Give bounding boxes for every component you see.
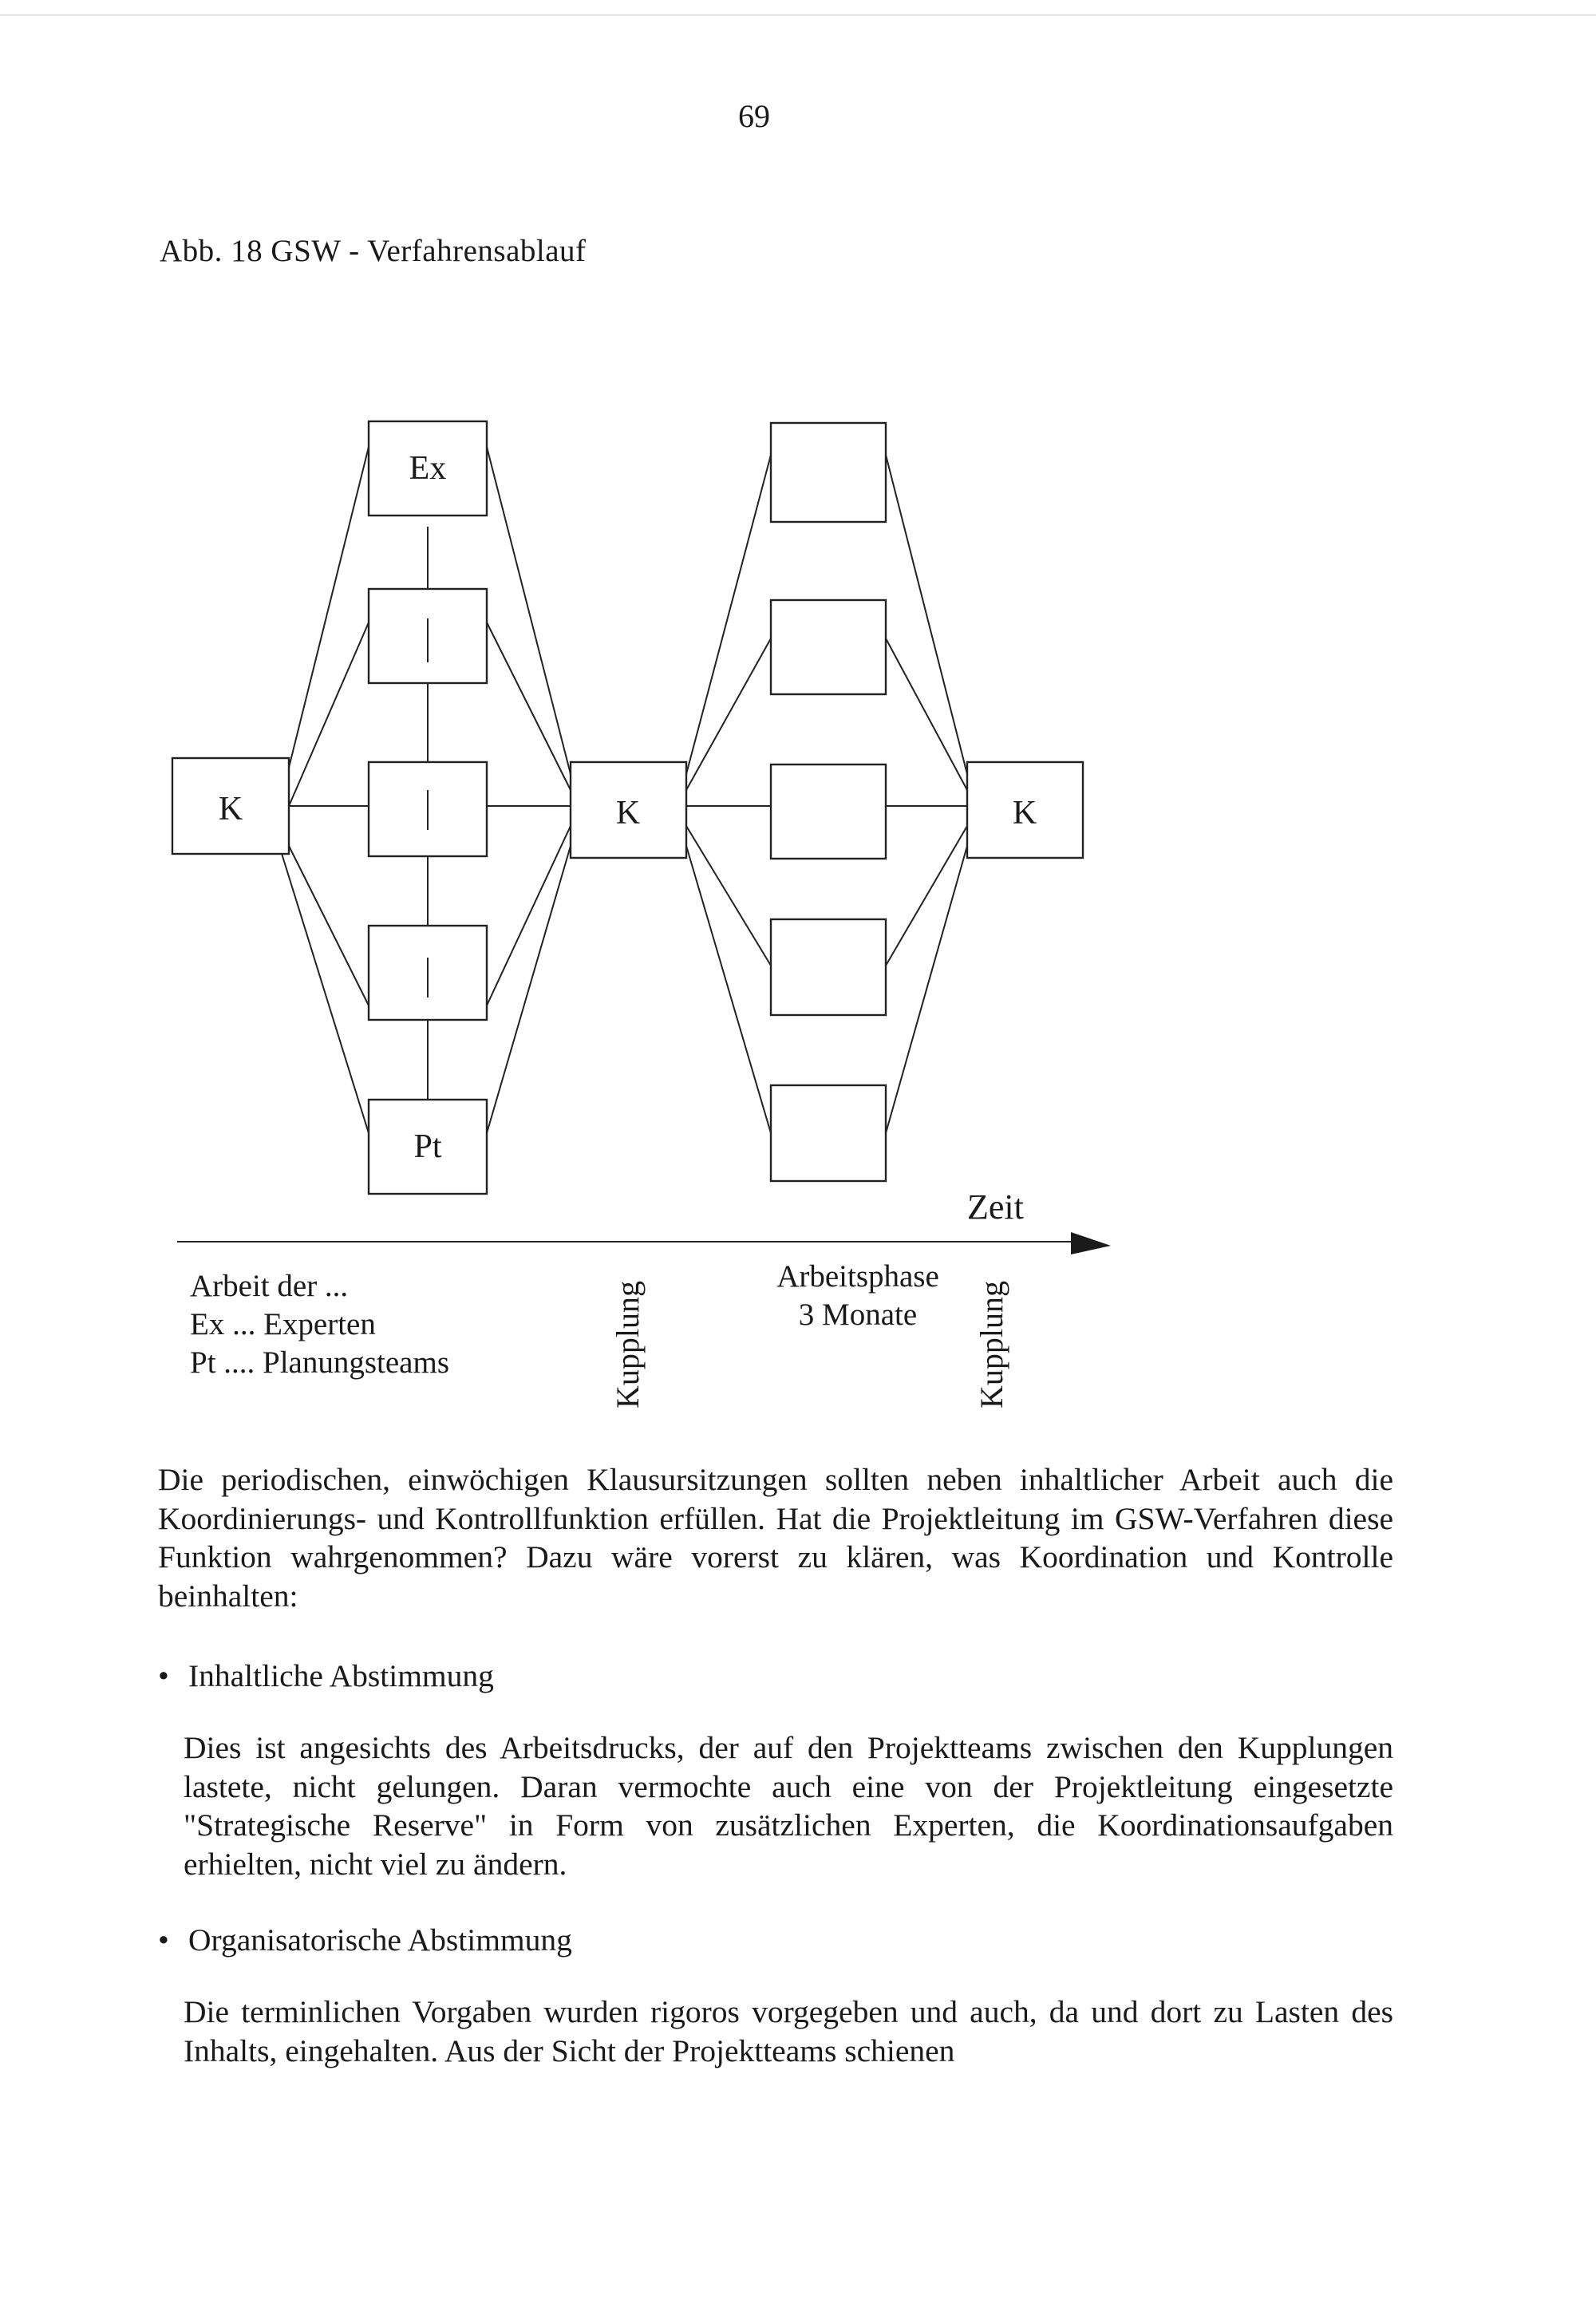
paragraph: Dies ist angesichts des Arbeitsdrucks, der auf den Projektteams zwischen den Kupplungen lastete, nicht gelungen. Daran vermochte auch eine von der Projektleitung eingesetzte "Strategische Reserve" in Form von zusätzlichen Experten, die Koordinationsaufgaben erhielten, nicht viel zu ändern. (184, 1730, 1393, 1882)
bullet-item (158, 1657, 494, 1695)
phase-line: 3 Monate (798, 1298, 918, 1332)
phase-label (690, 1258, 1025, 1334)
phase-line: Arbeitsphase (776, 1259, 939, 1294)
page-number: 69 (738, 98, 770, 134)
expert-label: Ex (409, 450, 447, 487)
legend-line: Arbeit der ... (190, 1269, 349, 1303)
coupling-label-middle: K (615, 795, 641, 832)
legend-line: Ex ... Experten (190, 1307, 376, 1341)
planning-team-label: Pt (413, 1128, 442, 1165)
time-axis-arrow (1071, 1232, 1111, 1254)
work-box (771, 919, 886, 1015)
coupling-label-right: K (1012, 795, 1037, 832)
paragraph: Die terminlichen Vorgaben wurden rigoros vorgegeben und auch, da und dort zu Lasten des Inhalts, eingehalten. Aus der Sicht der Projektteams schienen (184, 1994, 1393, 2068)
paragraph: Die periodischen, einwöchigen Klausursitzungen sollten neben inhaltlicher Arbeit auch die Koordinierungs- und Kontrollfunktion erfüllen. Hat die Projektleitung im GSW-Verfahren diese Funktion wahrgenommen? Dazu wäre vorerst zu klären, was Koordination und Kontrolle beinhalten: (158, 1462, 1393, 1614)
coupling-vertical-label: Kupplung (974, 1281, 1009, 1408)
work-box (771, 764, 886, 859)
bullet-text: Inhaltliche Abstimmung (188, 1658, 494, 1693)
coupling-vertical-label: Kupplung (610, 1281, 646, 1408)
bullet-icon: • (158, 1658, 169, 1693)
legend-line: Pt .... Planungsteams (190, 1345, 450, 1380)
diagram-legend (190, 1267, 449, 1382)
time-label: Zeit (967, 1187, 1024, 1227)
bullet-item (158, 1921, 572, 1959)
work-box (771, 600, 886, 694)
bullet-icon: • (158, 1922, 169, 1957)
coupling-label-left: K (218, 791, 243, 828)
figure-caption: Abb. 18 GSW - Verfahrensablauf (160, 234, 587, 268)
bullet-text: Organisatorische Abstimmung (188, 1922, 572, 1957)
work-box (771, 1085, 886, 1181)
work-box (771, 423, 886, 522)
